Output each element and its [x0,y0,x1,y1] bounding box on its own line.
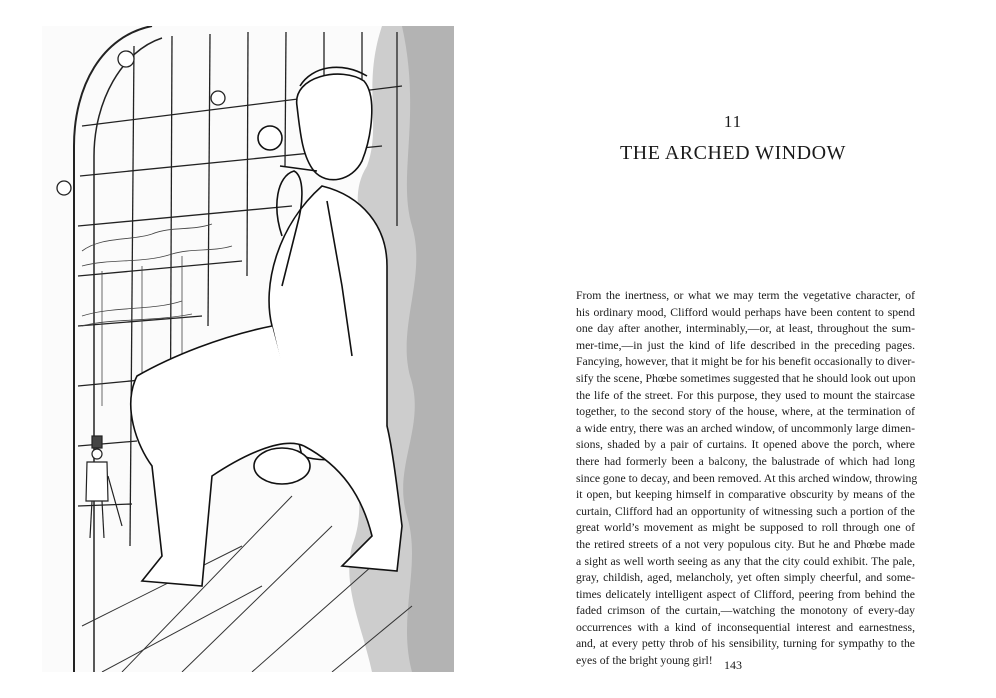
page-number: 143 [724,658,742,672]
body-text-line: sions, shaded by a pair of curtains. It opened above the porch, where [576,438,915,452]
body-text-line: mer-time,—in just the kind of life described in the preceding pages. [576,338,915,352]
chapter-illustration [42,26,454,672]
body-text-line: together, to the second story of the house, where, at the termination of [576,405,915,419]
body-text-line: curtain, Clifford had an opportunity of witnessing such a portion of the [576,504,915,518]
body-text-line: a sight as well worth seeing as any that the city could exhibit. The pale, [576,554,915,568]
chapter-title: THE ARCHED WINDOW [620,142,846,164]
body-text-line: faded crimson of the curtain,—watching the monotony of every-day [576,604,915,618]
body-text-line: sify the scene, Phœbe sometimes suggested that he should look out upon [576,371,916,385]
illustration-drawing [42,26,454,672]
body-text-line: there had formerly been a balcony, the balustrade of which had long [576,454,915,468]
body-text-line: gray, childish, aged, melancholy, yet often simply cheerful, and some- [576,571,915,585]
chapter-body-text [576,288,918,670]
body-text-line: a wide entry, there was an arched window, of uncommonly large dimen- [576,421,915,435]
body-text-line: one day after another, interminably,—or, at least, throughout the sum- [576,322,915,336]
body-text-line: Fancying, however, that it might be for his benefit occasionally to diver- [576,355,915,369]
body-text-line: and, at every petty throb of his sensibility, turning for sympathy to the [576,637,915,651]
body-text-line: times delicately intelligent aspect of Clifford, peering from behind the [576,587,915,601]
body-text-line: From the inertness, or what we may term the vegetative character, of [576,289,915,302]
chapter-number: 11 [723,112,743,131]
body-text-line: occurrences with a kind of inconsequential interest and earnestness, [576,620,915,634]
body-text-line: the retired streets of a not very populous city. But he and Phœbe made [576,537,915,551]
body-text-line: his ordinary mood, Clifford would perhaps have been content to spend [576,305,915,319]
body-text-line: great world’s movement as might be supposed to roll through one of [576,521,915,535]
body-text-line: the life of the street. For this purpose, they used to mount the staircase [576,388,915,402]
text-page [470,0,996,698]
body-text-line: since gone to decay, and been removed. At this arched window, throwing [576,471,918,485]
body-text-line: eyes of the bright young girl! [576,654,713,668]
body-text-line: it open, but keeping himself in comparative obscurity by means of the [576,488,915,502]
